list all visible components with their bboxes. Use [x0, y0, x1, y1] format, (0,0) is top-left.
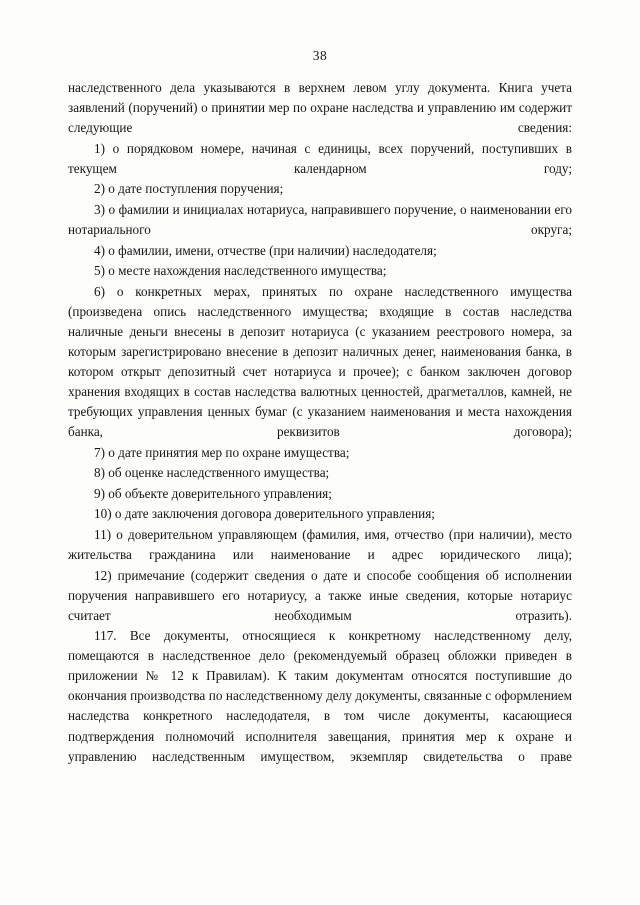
paragraph-item-1: 1) о порядковом номере, начиная с единицы, всех поручений, поступивших в текущем календарном году;: [68, 140, 572, 176]
paragraph-item-9: 9) об объекте доверительного управления;: [94, 485, 332, 501]
paragraph-item-2: 2) о дате поступления поручения;: [94, 181, 284, 197]
document-body: [68, 78, 572, 767]
paragraph-item-7: 7) о дате принятия мер по охране имущества;: [94, 444, 350, 460]
paragraph-item-3: 3) о фамилии и инициалах нотариуса, направившего поручение, о наименовании его нотариального округа;: [68, 201, 572, 237]
paragraph-item-4: 4) о фамилии, имени, отчестве (при наличии) наследодателя;: [94, 242, 437, 258]
paragraph-item-10: 10) о дате заключения договора доверительного управления;: [94, 506, 435, 522]
page-number: 38: [312, 48, 328, 63]
paragraph-item-8: 8) об оценке наследственного имущества;: [94, 465, 330, 481]
paragraph-intro: наследственного дела указываются в верхнем левом углу документа. Книга учета заявлений (поручений) о принятии мер по охране наследства и управлению им содержит следующие сведения:: [68, 80, 572, 136]
paragraph-item-12: 12) примечание (содержит сведения о дате и способе сообщения об исполнении поручения направившего его нотариусу, а также иные сведения, которые нотариус считает необходимым отразить).: [68, 567, 572, 623]
paragraph-item-6: 6) о конкретных мерах, принятых по охране наследственного имущества (произведена опись наследственного имущества; входящие в состав наследства наличные деньги внесены в депозит нотариуса (с указанием реестрового номера, за которым зарегистрировано внесение в депозит наличных денег, наименования банка, в котором открыт депозитный счет нотариуса и прочее); с банком заключен договор хранения входящих в состав наследства валютных ценностей, драгметаллов, камней, не требующих управления ценных бумаг (с указанием наименования и места нахождения банка, реквизитов договора);: [68, 283, 572, 440]
paragraph-clause-117: 117. Все документы, относящиеся к конкретному наследственному делу, помещаются в наследственное дело (рекомендуемый образец обложки приведен в приложении № 12 к Правилам). К таким документам относятся поступившие до окончания производства по наследственному делу документы, связанные с оформлением наследства конкретного наследодателя, в том числе документы, касающиеся подтверждения полномочий исполнителя завещания, принятия мер к охране и управлению наследственным имуществом, экземпляр свидетельства о праве: [68, 628, 572, 764]
paragraph-item-5: 5) о месте нахождения наследственного имущества;: [94, 263, 387, 279]
page-footer-space: [68, 767, 572, 797]
paragraph-item-11: 11) о доверительном управляющем (фамилия, имя, отчество (при наличии), место жительства гражданина или наименование и адрес юридического лица);: [68, 526, 572, 562]
